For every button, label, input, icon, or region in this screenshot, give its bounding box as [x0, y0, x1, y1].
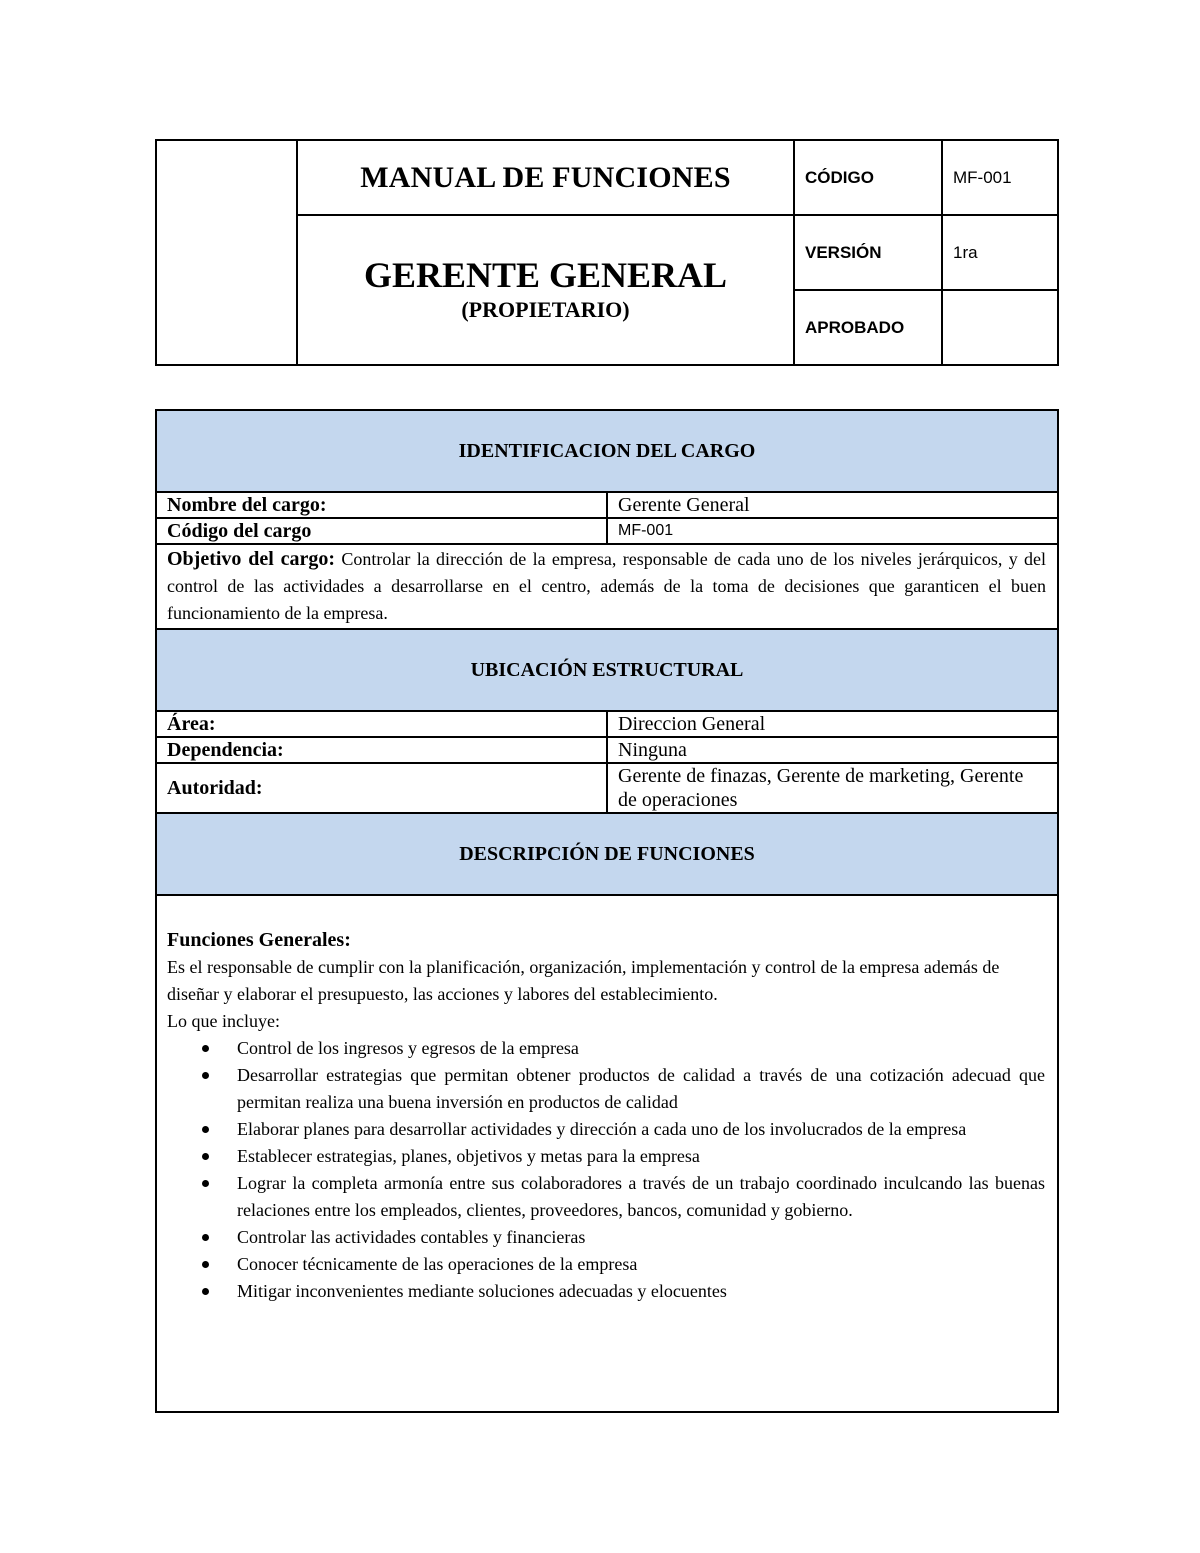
list-item: Control de los ingresos y egresos de la empresa: [237, 1035, 1045, 1062]
area-value: Direccion General: [607, 711, 1058, 737]
document-header-table: [155, 139, 1059, 366]
list-item: Establecer estrategias, planes, objetivos y metas para la empresa: [237, 1143, 1045, 1170]
manual-title: MANUAL DE FUNCIONES: [360, 160, 731, 194]
list-item: Mitigar inconvenientes mediante soluciones adecuadas y elocuentes: [237, 1278, 1045, 1305]
identification-heading: IDENTIFICACION DEL CARGO: [156, 410, 1058, 492]
functions-heading: DESCRIPCIÓN DE FUNCIONES: [156, 813, 1058, 895]
list-item: Lograr la completa armonía entre sus colaboradores a través de un trabajo coordinado inculcando las buenas relaciones entre los empleados, clientes, proveedores, bancos, comunidad y gobierno.: [237, 1170, 1045, 1224]
authority-value: Gerente de finazas, Gerente de marketing, Gerente de operaciones: [607, 763, 1058, 813]
objective-text: Controlar la dirección de la empresa, responsable de cada uno de los niveles jerárquicos, y del control de las actividades a desarrollarse en el centro, además de la toma de decisiones que garanticen el buen funcionamiento de la empresa.: [167, 549, 1047, 623]
includes-label: Lo que incluye:: [167, 1011, 280, 1031]
manual-title-cell: [297, 140, 794, 215]
list-item: Controlar las actividades contables y financieras: [237, 1224, 1045, 1251]
list-item: Elaborar planes para desarrollar actividades y dirección a cada uno de los involucrados de la empresa: [237, 1116, 1045, 1143]
version-label: VERSIÓN: [794, 215, 942, 290]
dependency-label: Dependencia:: [156, 737, 607, 763]
position-code-value: MF-001: [607, 518, 1058, 544]
area-label: Área:: [156, 711, 607, 737]
list-item: Conocer técnicamente de las operaciones de la empresa: [237, 1251, 1045, 1278]
general-functions-heading: Funciones Generales:: [167, 929, 351, 951]
structure-heading: UBICACIÓN ESTRUCTURAL: [156, 629, 1058, 711]
objective-cell: [156, 544, 1058, 629]
code-value: MF-001: [942, 140, 1058, 215]
position-title: GERENTE GENERAL: [363, 255, 728, 295]
job-description-table: [155, 409, 1059, 1413]
objective-label: Objetivo del cargo:: [167, 548, 336, 570]
position-subtitle: (PROPIETARIO): [461, 297, 630, 322]
functions-cell: [156, 895, 1058, 1412]
position-name-value: Gerente General: [607, 492, 1058, 518]
functions-intro: Es el responsable de cumplir con la planificación, organización, implementación y control de la empresa además de diseñar y elaborar el presupuesto, las acciones y labores del establecimiento.: [167, 957, 1000, 1004]
logo-placeholder-cell: [156, 140, 297, 365]
authority-label: Autoridad:: [156, 763, 607, 813]
approved-label: APROBADO: [794, 290, 942, 365]
code-label: CÓDIGO: [794, 140, 942, 215]
position-title-cell: [297, 215, 794, 365]
dependency-value: Ninguna: [607, 737, 1058, 763]
functions-list: [167, 1035, 1045, 1305]
list-item: Desarrollar estrategias que permitan obtener productos de calidad a través de una cotización adecuad que permitan realiza una buena inversión en productos de calidad: [237, 1062, 1045, 1116]
position-name-label: Nombre del cargo:: [156, 492, 607, 518]
version-value: 1ra: [942, 215, 1058, 290]
position-code-label: Código del cargo: [156, 518, 607, 544]
approved-value: [942, 290, 1058, 365]
